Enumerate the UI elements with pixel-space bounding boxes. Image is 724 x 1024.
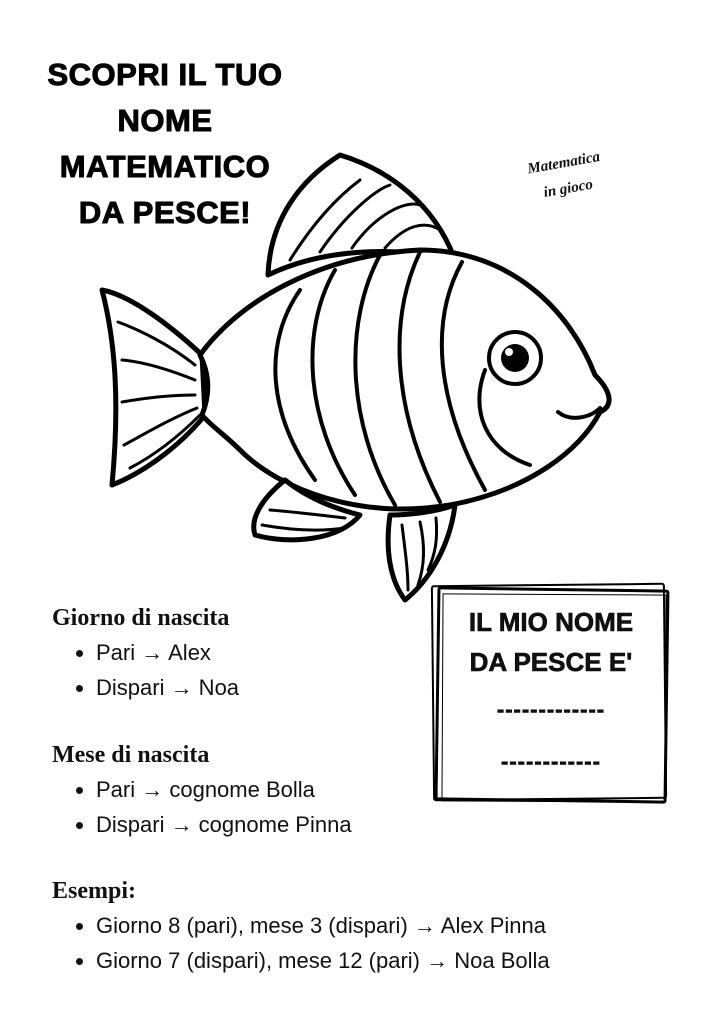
list-item: • Pari → cognome Bolla <box>96 772 352 807</box>
fish-name-box <box>430 582 670 804</box>
box-line: DA PESCE E' <box>469 647 633 677</box>
list-item: • Dispari → Noa <box>96 670 239 705</box>
title-line: DA PESCE! <box>78 195 252 230</box>
fish-illustration <box>90 150 620 610</box>
brand-line: in gioco <box>542 176 595 201</box>
rule-list <box>52 635 239 705</box>
box-line: IL MIO NOME <box>468 607 634 637</box>
tail-fin <box>102 290 205 485</box>
list-item: • Dispari → cognome Pinna <box>96 807 352 842</box>
list-item: • Giorno 8 (pari), mese 3 (dispari) → Alex Pinna <box>96 908 550 943</box>
rule-list <box>52 772 352 842</box>
list-item: • Giorno 7 (dispari), mese 12 (pari) → Noa Bolla <box>96 943 550 978</box>
section-birth-day <box>52 603 239 705</box>
section-heading: Esempi: <box>52 878 136 904</box>
title-line: SCOPRI IL TUO <box>47 57 283 92</box>
section-birth-month <box>52 740 352 842</box>
name-blank-line: ------------- <box>496 697 606 722</box>
section-examples <box>52 876 550 978</box>
title-line: MATEMATICO <box>59 149 271 184</box>
box-content <box>446 602 656 786</box>
fish-drawing <box>90 150 620 610</box>
list-item: • Pari → Alex <box>96 635 239 670</box>
brand-line: Matematica <box>526 148 602 178</box>
section-heading: Mese di nascita <box>52 742 210 768</box>
example-list <box>52 908 550 978</box>
name-blank-line: ------------ <box>501 749 601 774</box>
section-heading: Giorno di nascita <box>52 605 230 631</box>
title-line: NOME <box>117 103 213 138</box>
fish-body <box>200 250 609 509</box>
